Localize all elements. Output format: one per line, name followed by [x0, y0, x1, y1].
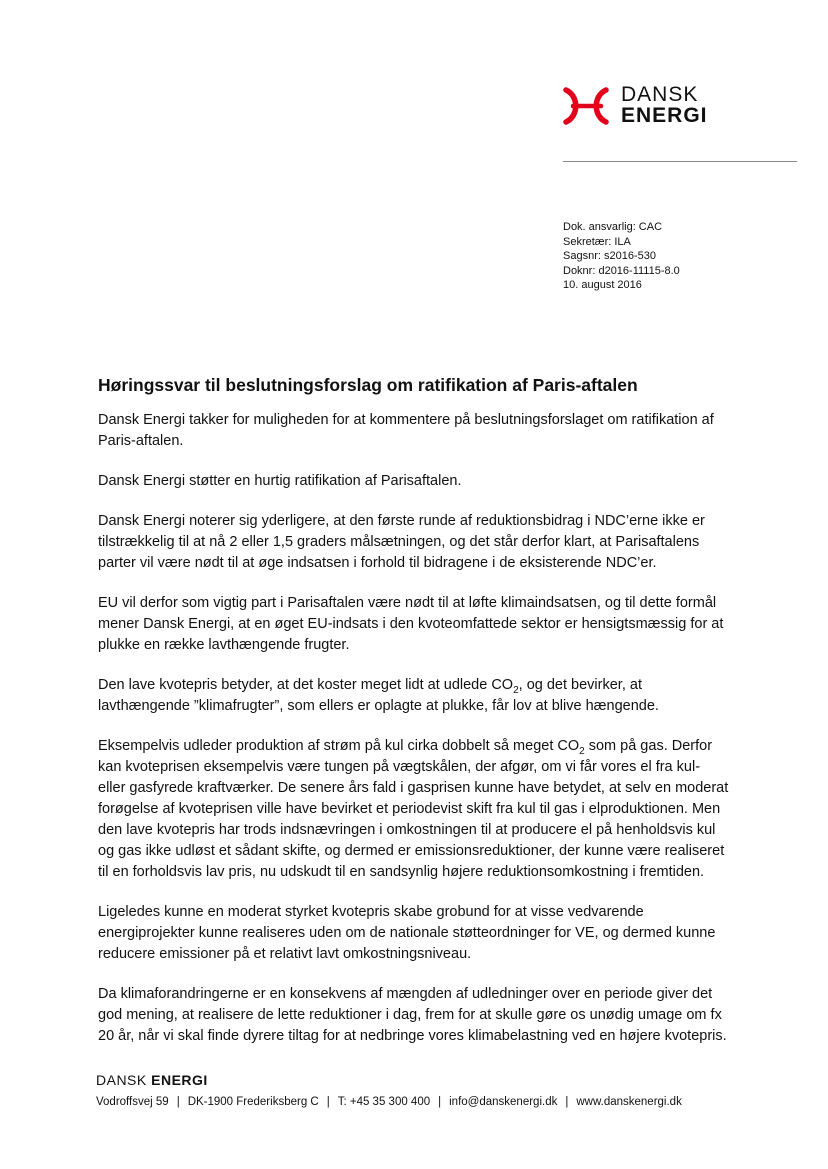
meta-date: 10. august 2016 — [563, 279, 642, 291]
paragraph-6-part-2: som på gas. Derfor kan kvoteprisen eksempelvis være tungen på vægtskålen, der afgør, om vi får vores el fra kul- eller gasfyrede kraftværker. De senere års fald i gasprisen kunne have betydet, at selv en moderat forøgelse af kvoteprisen ville have bevirket et periodevist skift fra kul til gas i elproduktionen. Men den lave kvotepris har trods indsnævringen i omkostningen til at producere el på henholdsvis kul og gas ikke udløst et sådant skifte, og dermed er emissionsreduktioner, der kunne være realiseret til en forholdsvis lav pris, nu udskudt til en sandsynlig højere reduktionsomkostning i fremtiden. — [98, 738, 729, 880]
document-body — [98, 410, 730, 1066]
paragraph-7: Ligeledes kunne en moderat styrket kvotepris skabe grobund for at visse vedvarende energiprojekter kunne realiseres uden om de nationale støtteordninger for VE, og dermed kunne reducere emissioner på et relativt lavt omkostningsniveau. — [98, 904, 716, 962]
dansk-energi-logo-icon — [563, 86, 609, 126]
footer-address: Vodroffsvej 59 — [96, 1096, 169, 1108]
page-footer — [96, 1071, 736, 1110]
paragraph-2: Dansk Energi støtter en hurtig ratifikation af Parisaftalen. — [98, 473, 462, 489]
footer-separator: | — [565, 1096, 569, 1108]
logo-word-energi: ENERGI — [621, 104, 708, 127]
co2-subscript: 2 — [579, 745, 585, 757]
footer-city: DK-1900 Frederiksberg C — [187, 1096, 319, 1108]
meta-responsible: Dok. ansvarlig: CAC — [563, 221, 663, 233]
paragraph-6 — [98, 736, 730, 883]
footer-website-link[interactable]: www.danskenergi.dk — [576, 1096, 682, 1108]
meta-case-number: Sagsnr: s2016-530 — [563, 250, 656, 262]
paragraph-5 — [98, 675, 730, 717]
paragraph-3: Dansk Energi noterer sig yderligere, at den første runde af reduktionsbidrag i NDC’erne ikke er tilstrækkelig til at nå 2 eller 1,5 graders målsætningen, og det står derfor klart, at Parisaftalens parter vil være nødt til at øge indsatsen i forhold til bidragene i de eksisterende NDC’er. — [98, 513, 705, 571]
meta-secretary: Sekretær: ILA — [563, 235, 631, 248]
paragraph-5-part-2: , og det bevirker, at lavthængende ”klimafrugter”, som ellers er oplagte at plukke, får lov at blive hængende. — [98, 677, 659, 714]
document-title: Høringssvar til beslutningsforslag om ratifikation af Paris-aftalen — [98, 375, 638, 395]
footer-email-link[interactable]: info@danskenergi.dk — [449, 1096, 558, 1108]
paragraph-6-part-1: Eksempelvis udleder produktion af strøm på kul cirka dobbelt så meget CO — [98, 738, 580, 754]
logo-word-dansk: DANSK — [621, 83, 699, 106]
logo-wordmark — [621, 84, 708, 126]
paragraph-4: EU vil derfor som vigtig part i Parisaftalen være nødt til at løfte klimaindsatsen, og til dette formål mener Dansk Energi, at en øget EU-indsats i den kvoteomfattede sektor er hensigtsmæssig for at plukke en række lavthængende frugter. — [98, 595, 724, 653]
header-rule — [563, 161, 797, 162]
dansk-energi-logo — [563, 84, 713, 132]
footer-separator: | — [326, 1096, 330, 1108]
co2-subscript: 2 — [513, 684, 519, 696]
footer-org-word-1: DANSK — [96, 1072, 147, 1088]
footer-separator: | — [438, 1096, 442, 1108]
document-meta — [563, 220, 680, 293]
footer-contact-line — [96, 1094, 736, 1110]
paragraph-8: Da klimaforandringerne er en konsekvens af mængden af udledninger over en periode giver det god mening, at realisere de lette reduktioner i dag, frem for at skulle gøre os unødig umage om fx 20 år, når vi skal finde dyrere tiltag for at nedbringe vores klimabelastning ved en højere kvotepris. — [98, 986, 727, 1044]
paragraph-1: Dansk Energi takker for muligheden for at kommentere på beslutningsforslaget om ratifikation af Paris-aftalen. — [98, 412, 714, 449]
footer-phone: T: +45 35 300 400 — [337, 1096, 431, 1108]
paragraph-5-part-1: Den lave kvotepris betyder, at det koster meget lidt at udlede CO — [98, 677, 514, 693]
footer-org-word-2: ENERGI — [151, 1072, 208, 1088]
footer-separator: | — [176, 1096, 180, 1108]
footer-org-name — [96, 1071, 736, 1089]
meta-document-number: Doknr: d2016-11115-8.0 — [563, 264, 680, 277]
